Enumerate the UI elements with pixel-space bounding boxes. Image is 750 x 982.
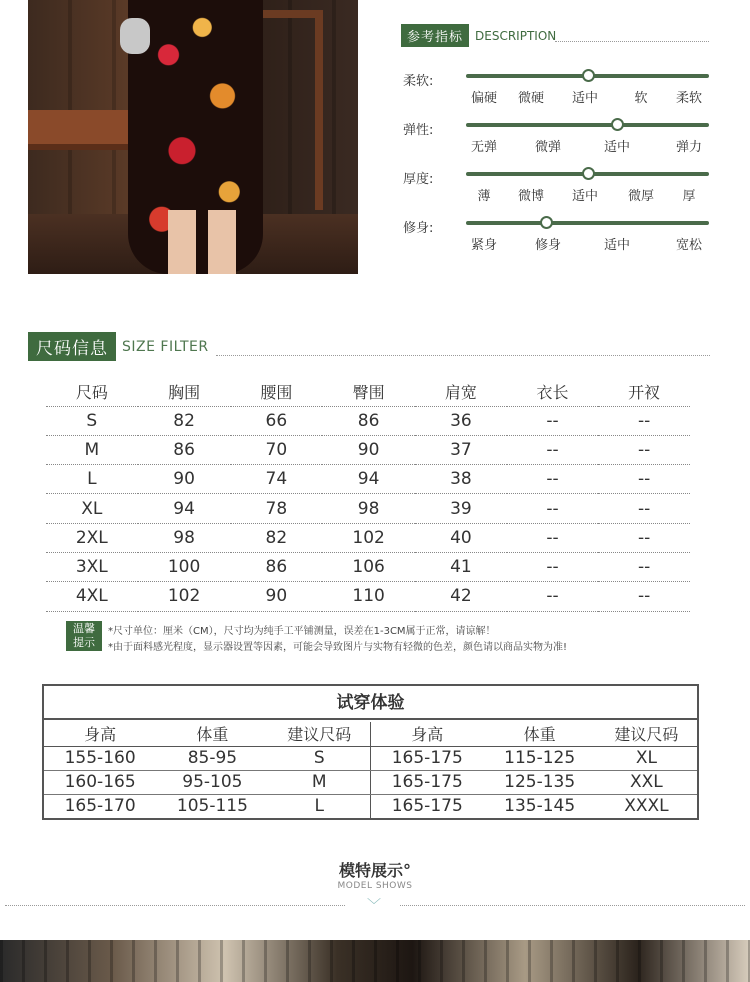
table-cell: 102	[138, 582, 231, 611]
size-table-body	[46, 406, 690, 611]
tips-label-line2: 提示	[73, 636, 95, 649]
table-cell: --	[507, 582, 599, 611]
table-cell: 110	[322, 582, 415, 611]
table-cell: 37	[415, 435, 507, 464]
table-cell: L	[269, 794, 371, 818]
table-cell: L	[46, 465, 138, 494]
table-cell: M	[46, 435, 138, 464]
table-cell: 41	[415, 552, 507, 581]
size-table	[46, 378, 690, 612]
table-cell: 2XL	[46, 523, 138, 552]
attribute-tick-label: 无弹	[470, 140, 498, 155]
table-row	[44, 746, 697, 770]
table-cell: 155-160	[44, 746, 156, 770]
try-on-table	[44, 722, 697, 818]
table-cell: S	[46, 406, 138, 435]
table-cell: 165-175	[391, 796, 463, 817]
attribute-scale-bar	[466, 221, 709, 225]
table-cell: --	[507, 465, 599, 494]
size-column-header: 开衩	[598, 378, 690, 406]
attribute-tick-label: 微弹	[534, 140, 562, 155]
table-cell: --	[507, 406, 599, 435]
divider	[555, 41, 709, 42]
attribute-tick-label: 微硬	[517, 91, 545, 106]
try-on-box	[42, 684, 699, 820]
table-cell: --	[507, 552, 599, 581]
table-cell: XXXL	[624, 796, 669, 817]
table-cell: --	[598, 552, 690, 581]
table-cell: XXL	[596, 770, 697, 794]
table-row	[46, 435, 690, 464]
table-row	[46, 465, 690, 494]
attribute-label: 柔软:	[403, 74, 434, 89]
photo-lattice	[0, 940, 750, 982]
table-cell: 115-125	[484, 746, 596, 770]
attribute-tick-label: 微博	[517, 189, 545, 204]
try-on-column-header: 体重	[484, 722, 596, 746]
table-cell: 98	[322, 494, 415, 523]
attribute-tick-label: 柔软	[675, 91, 703, 106]
size-column-header: 尺码	[46, 378, 138, 406]
size-table-header	[46, 378, 690, 406]
attribute-level-marker	[582, 69, 595, 82]
table-cell: 85-95	[156, 746, 268, 770]
table-cell: 40	[415, 523, 507, 552]
table-cell: M	[269, 770, 371, 794]
table-cell: 106	[322, 552, 415, 581]
attribute-tick-label: 薄	[477, 189, 491, 204]
try-on-column-header: 建议尺码	[596, 722, 697, 746]
size-header	[28, 332, 209, 361]
try-on-column-header: 身高	[370, 722, 483, 746]
table-cell: 86	[322, 406, 415, 435]
table-cell: 135-145	[504, 796, 576, 817]
size-tag: 尺码信息	[28, 332, 116, 361]
table-cell: 160-165	[44, 770, 156, 794]
model-leg	[168, 210, 196, 274]
table-cell: 90	[138, 465, 231, 494]
table-cell: --	[507, 494, 599, 523]
model-shows-title: 模特展示°	[338, 861, 411, 880]
try-on-column-header: 建议尺码	[269, 722, 371, 746]
attribute-tick-label: 适中	[571, 91, 599, 106]
attribute-tick-label: 偏硬	[470, 91, 498, 106]
size-column-header: 腰围	[231, 378, 323, 406]
attribute-tick-label: 宽松	[675, 238, 703, 253]
try-on-body	[44, 746, 697, 818]
description-tag-en: DESCRIPTION	[475, 28, 557, 43]
chevron-down-icon: ﹀	[367, 898, 381, 914]
table-cell: 3XL	[46, 552, 138, 581]
table-cell: --	[598, 406, 690, 435]
model-leg	[208, 210, 236, 274]
table-cell: 78	[231, 494, 323, 523]
attribute-scale-bar	[466, 74, 709, 78]
table-cell: 94	[138, 494, 231, 523]
attribute-label: 厚度:	[403, 172, 434, 187]
table-row	[46, 406, 690, 435]
table-cell: --	[598, 435, 690, 464]
table-cell: S	[269, 746, 371, 770]
attribute-level-marker	[611, 118, 624, 131]
size-tag-en: SIZE FILTER	[122, 338, 209, 355]
table-cell: --	[598, 523, 690, 552]
table-row	[46, 494, 690, 523]
table-cell: XL	[46, 494, 138, 523]
divider	[5, 905, 345, 906]
attribute-label: 弹性:	[403, 123, 434, 138]
description-header	[401, 24, 556, 47]
table-cell: XL	[596, 746, 697, 770]
table-cell: 90	[322, 435, 415, 464]
table-row	[46, 582, 690, 611]
try-on-header	[44, 722, 697, 746]
table-cell: 165-175	[370, 746, 483, 770]
model-photo	[0, 940, 750, 982]
table-cell: 165-175	[370, 770, 483, 794]
try-on-column-header: 体重	[156, 722, 268, 746]
attribute-tick-label: 修身	[534, 238, 562, 253]
table-cell: 70	[231, 435, 323, 464]
attribute-tick-label: 适中	[603, 140, 631, 155]
product-photo	[28, 0, 358, 274]
table-cell: 4XL	[46, 582, 138, 611]
tips-label-line1: 温馨	[73, 622, 95, 635]
table-row	[46, 523, 690, 552]
attribute-level-marker	[540, 216, 553, 229]
table-cell: 82	[138, 406, 231, 435]
attribute-tick-label: 紧身	[470, 238, 498, 253]
table-cell: --	[598, 465, 690, 494]
model-shows-subtitle: MODEL SHOWS	[337, 881, 413, 891]
size-column-header: 衣长	[507, 378, 599, 406]
try-on-column-header: 身高	[44, 722, 156, 746]
tips-badge	[66, 621, 102, 651]
table-cell: 94	[322, 465, 415, 494]
attribute-tick-label: 适中	[571, 189, 599, 204]
tip-line-1: *尺寸单位：厘米（CM），尺寸均为纯手工平铺测量，误差在1-3CM属于正常，请谅解！	[108, 626, 496, 637]
table-cell: 82	[231, 523, 323, 552]
table-cell: 100	[138, 552, 231, 581]
table-cell: 125-135	[484, 770, 596, 794]
table-row	[44, 770, 697, 794]
table-cell: 105-115	[176, 796, 248, 817]
table-cell: 36	[415, 406, 507, 435]
table-cell: --	[507, 435, 599, 464]
attribute-tick-label: 软	[634, 91, 648, 106]
size-column-header: 臀围	[322, 378, 415, 406]
clutch-purse	[120, 18, 150, 54]
attribute-tick-label: 弹力	[675, 140, 703, 155]
table-cell: 74	[231, 465, 323, 494]
table-cell: 90	[231, 582, 323, 611]
table-cell: 38	[415, 465, 507, 494]
attribute-tick-label: 适中	[603, 238, 631, 253]
size-column-header: 胸围	[138, 378, 231, 406]
table-cell: 165-170	[64, 796, 136, 817]
table-row	[44, 794, 697, 818]
attribute-scale-bar	[466, 172, 709, 176]
attribute-tick-label: 厚	[682, 189, 696, 204]
description-tag: 参考指标	[401, 24, 469, 47]
table-cell: 66	[231, 406, 323, 435]
table-cell: 42	[415, 582, 507, 611]
divider	[400, 905, 745, 906]
table-cell: --	[598, 494, 690, 523]
table-cell: 95-105	[156, 770, 268, 794]
divider	[216, 355, 710, 356]
table-row	[46, 552, 690, 581]
try-on-title: 试穿体验	[44, 686, 697, 720]
table-cell: 39	[415, 494, 507, 523]
size-column-header: 肩宽	[415, 378, 507, 406]
attribute-tick-label: 微厚	[627, 189, 655, 204]
attribute-scale-bar	[466, 123, 709, 127]
table-cell: --	[598, 582, 690, 611]
tip-line-2: *由于面料感光程度，显示器设置等因素，可能会导致图片与实物有轻微的色差，颜色请以商品实物为准!	[108, 642, 568, 653]
table-cell: 98	[138, 523, 231, 552]
table-cell: 86	[138, 435, 231, 464]
attribute-label: 修身:	[403, 221, 434, 236]
attribute-level-marker	[582, 167, 595, 180]
table-cell: 86	[231, 552, 323, 581]
table-cell: 102	[322, 523, 415, 552]
table-cell: --	[507, 523, 599, 552]
